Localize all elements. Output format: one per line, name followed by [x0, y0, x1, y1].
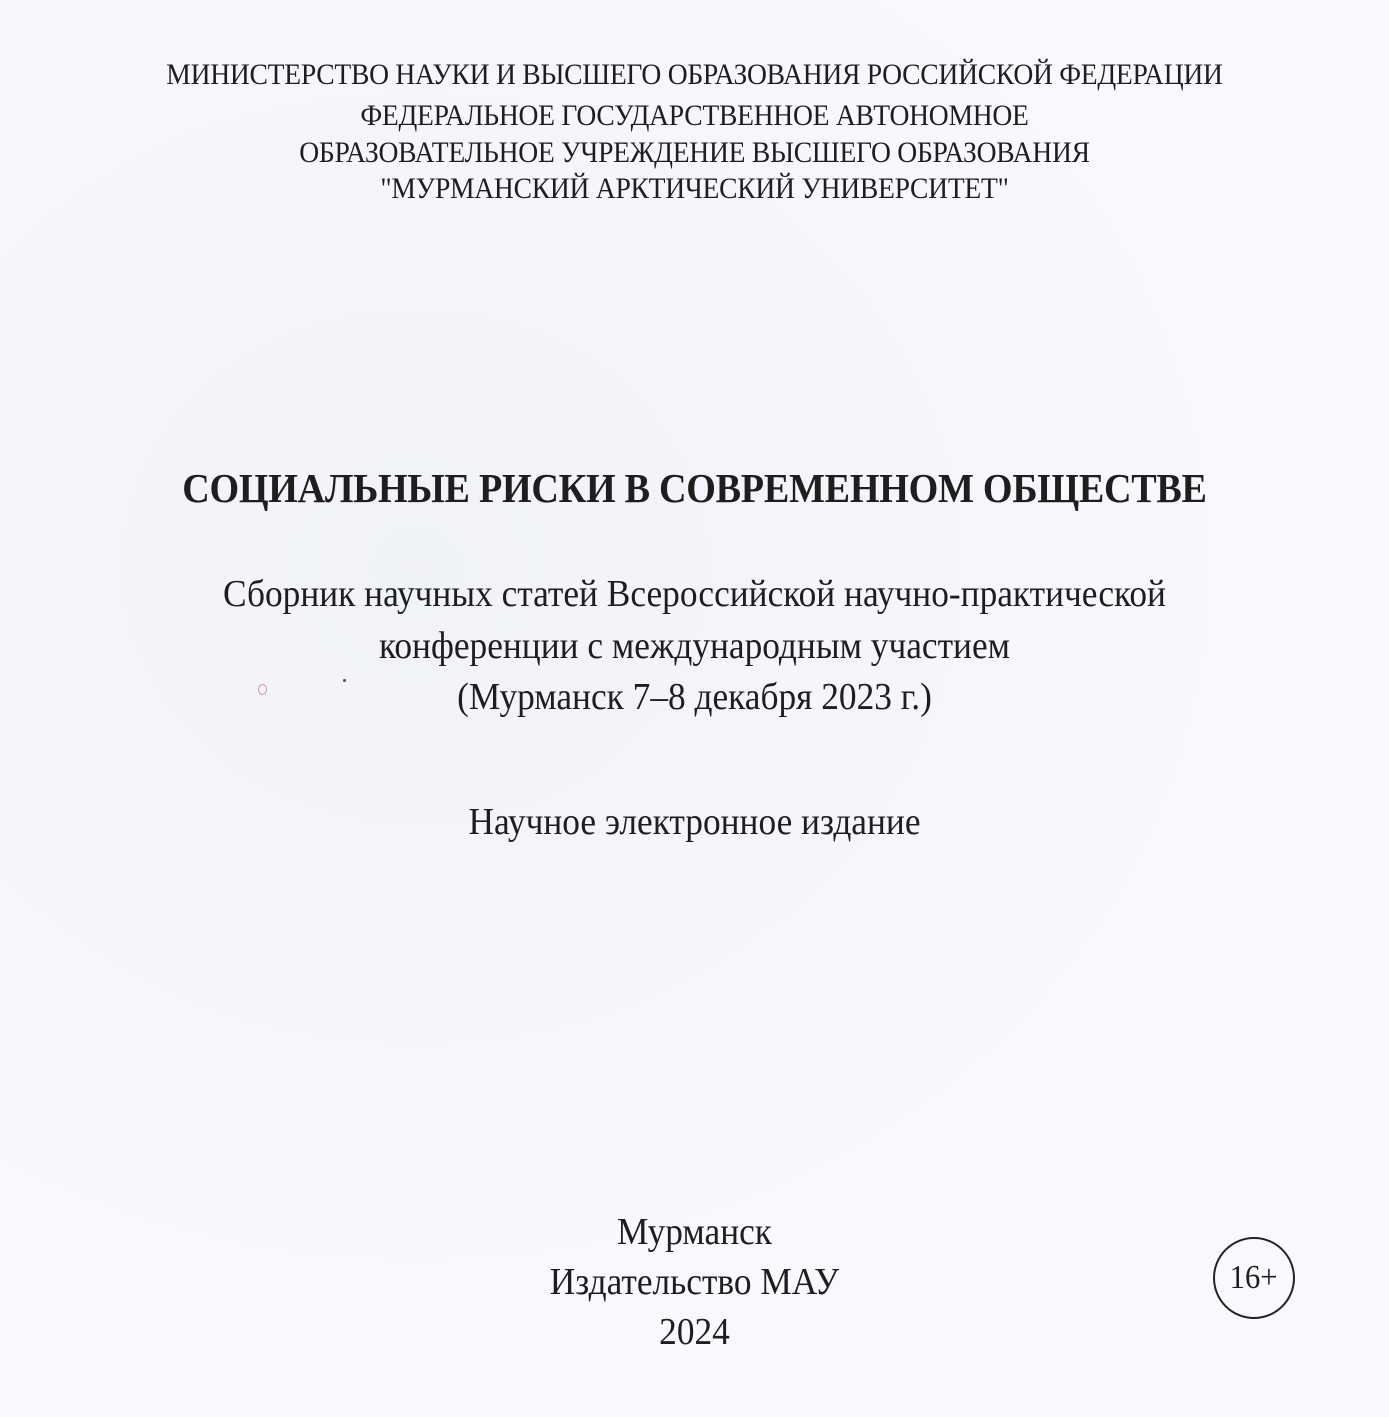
- conference-dates: (Мурманск 7–8 декабря 2023 г.): [457, 676, 932, 718]
- subtitle-line-2: конференции с международным участием: [378, 625, 1011, 667]
- age-rating-label: 16+: [1230, 1259, 1278, 1296]
- institution-line-2: ОБРАЗОВАТЕЛЬНОЕ УЧРЕЖДЕНИЕ ВЫСШЕГО ОБРАЗОВАНИЯ: [299, 136, 1090, 169]
- edition-type: Научное электронное издание: [468, 801, 921, 843]
- document-title: СОЦИАЛЬНЫЕ РИСКИ В СОВРЕМЕННОМ ОБЩЕСТВЕ: [182, 465, 1207, 511]
- age-rating-badge: [1213, 1237, 1295, 1319]
- ministry-line: МИНИСТЕРСТВО НАУКИ И ВЫСШЕГО ОБРАЗОВАНИЯ РОССИЙСКОЙ ФЕДЕРАЦИИ: [166, 58, 1223, 91]
- subtitle-line-1: Сборник научных статей Всероссийской научно-практической: [223, 573, 1166, 615]
- imprint-year: 2024: [659, 1311, 730, 1353]
- scan-artifact: [343, 679, 346, 682]
- institution-line-1: ФЕДЕРАЛЬНОЕ ГОСУДАРСТВЕННОЕ АВТОНОМНОЕ: [360, 99, 1029, 132]
- university-name: "МУРМАНСКИЙ АРКТИЧЕСКИЙ УНИВЕРСИТЕТ": [380, 172, 1009, 205]
- imprint-city: Мурманск: [617, 1211, 772, 1253]
- scan-artifact: [258, 684, 267, 695]
- imprint-publisher: Издательство МАУ: [549, 1261, 840, 1303]
